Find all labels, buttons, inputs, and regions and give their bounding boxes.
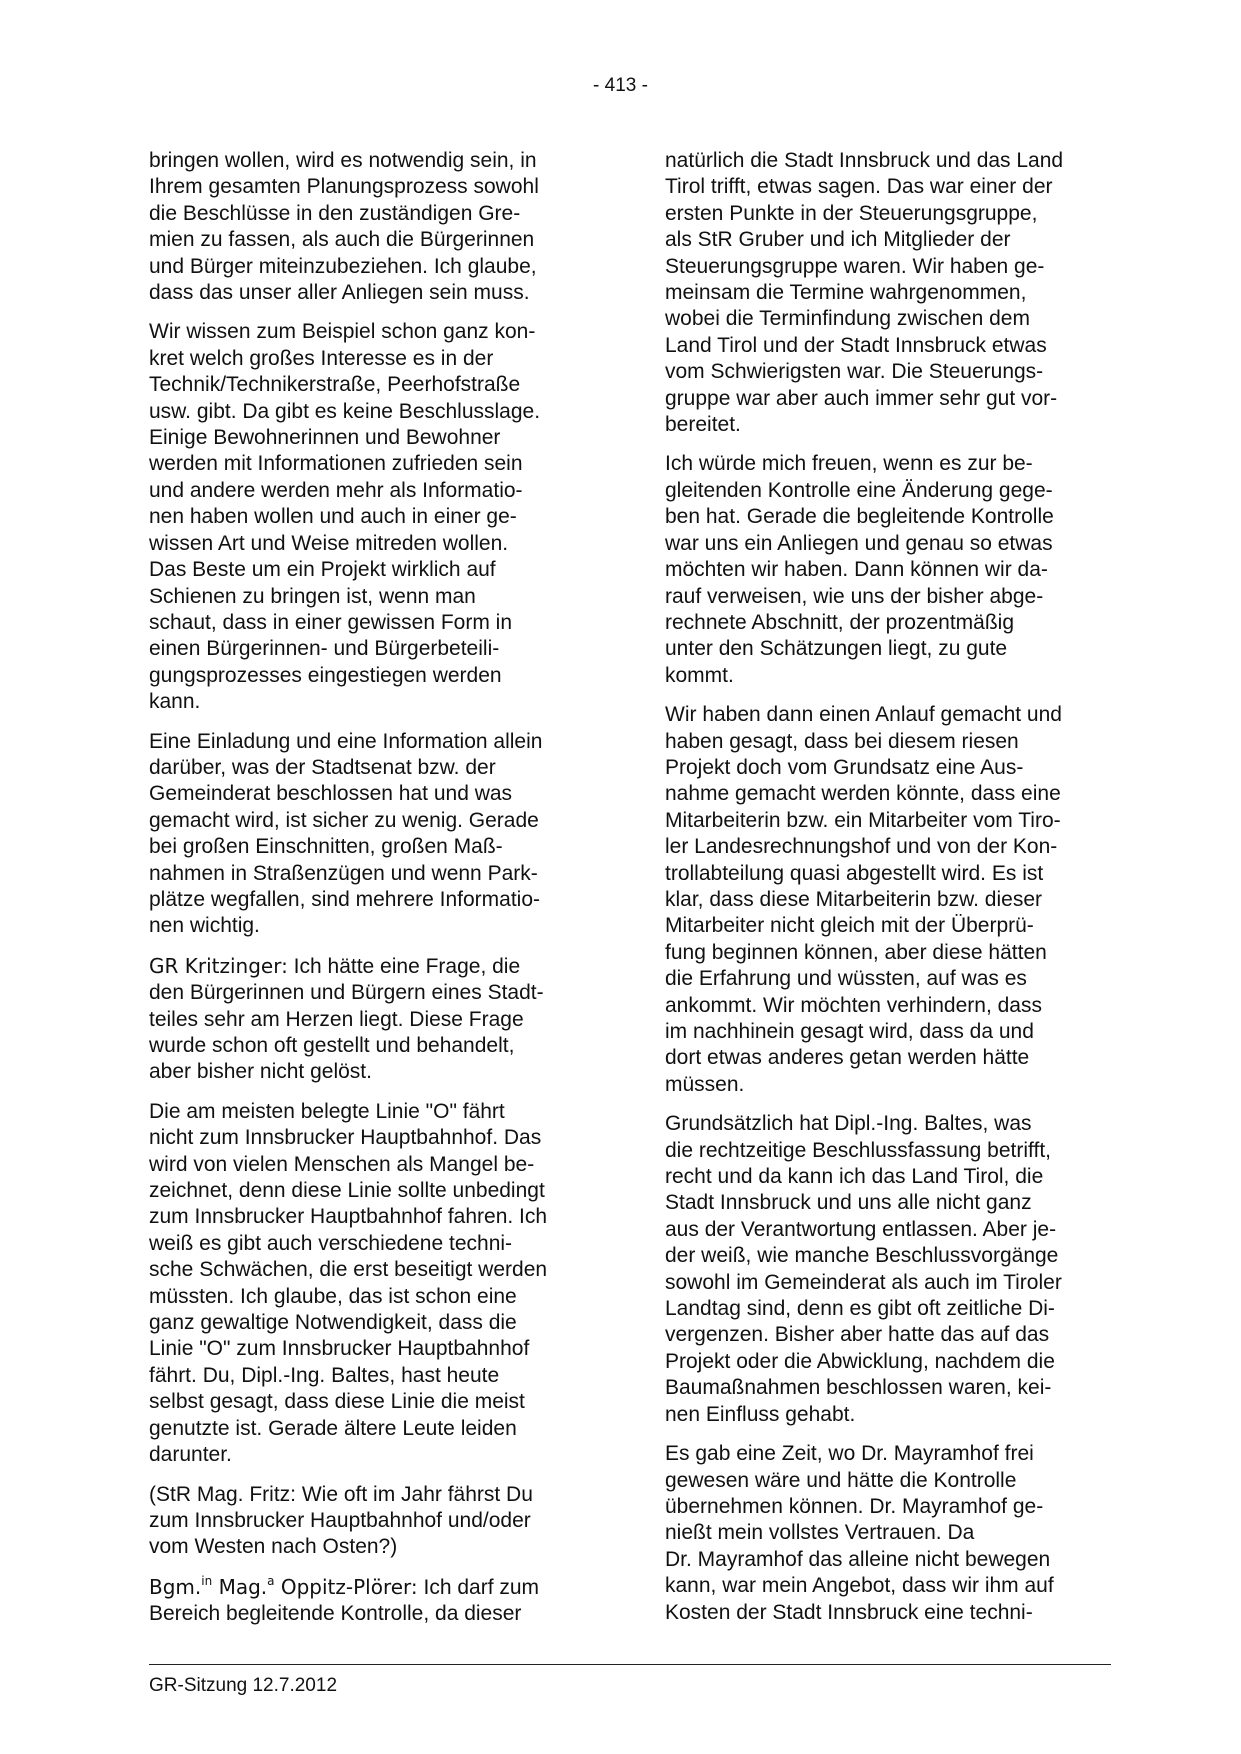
text-line: mien zu fassen, als auch die Bürgerinnen (149, 228, 535, 252)
text-line: Baumaßnahmen beschlossen waren, kei- (665, 1376, 1052, 1400)
text-line: fung beginnen können, aber diese hätten (665, 940, 1047, 964)
text-line: nen wichtig. (149, 914, 260, 938)
text-line: genutzte ist. Gerade ältere Leute leiden (149, 1416, 517, 1440)
text-line: Ich würde mich freuen, wenn es zur be- (665, 452, 1033, 476)
text-line: vergenzen. Bisher aber hatte das auf das (665, 1323, 1050, 1347)
footer-divider (149, 1664, 1111, 1665)
paragraph (149, 148, 599, 306)
text-line: bei großen Einschnitten, großen Maß- (149, 835, 503, 859)
text-line: als StR Gruber und ich Mitglieder der (665, 228, 1011, 252)
text-line: der weiß, wie manche Beschlussvorgänge (665, 1244, 1059, 1268)
text-line: meinsam die Termine wahrgenommen, (665, 281, 1027, 305)
text-line: Stadt Innsbruck und uns alle nicht ganz (665, 1191, 1032, 1215)
text-line: Projekt oder die Abwicklung, nachdem die (665, 1349, 1055, 1373)
text-line: Das Beste um ein Projekt wirklich auf (149, 558, 496, 582)
text-line: usw. gibt. Da gibt es keine Beschlusslage. (149, 399, 541, 423)
text-line: Es gab eine Zeit, wo Dr. Mayramhof frei (665, 1442, 1034, 1466)
text-line: den Bürgerinnen und Bürgern eines Stadt- (149, 981, 544, 1005)
speaker-name (149, 1575, 418, 1599)
speaker-surname: Oppitz-Plörer: (274, 1574, 418, 1599)
text-line: zeichnet, denn diese Linie sollte unbedingt (149, 1179, 545, 1203)
text-line: Bereich begleitende Kontrolle, da dieser (149, 1602, 522, 1626)
text-line: kommt. (665, 663, 734, 687)
text-line: wobei die Terminfindung zwischen dem (665, 307, 1030, 331)
text-line: dort etwas anderes getan werden hätte (665, 1046, 1030, 1070)
text-line: möchten wir haben. Dann können wir da- (665, 558, 1048, 582)
text-line: gemacht wird, ist sicher zu wenig. Gerade (149, 808, 539, 832)
text-line: wissen Art und Weise mitreden wollen. (149, 531, 509, 555)
text-line: sowohl im Gemeinderat als auch im Tiroler (665, 1270, 1062, 1294)
text-line: darüber, was der Stadtsenat bzw. der (149, 755, 496, 779)
right-column (665, 148, 1115, 1639)
text-line: war uns ein Anliegen und genau so etwas (665, 531, 1053, 555)
paragraph (149, 729, 599, 940)
paragraph (665, 702, 1115, 1098)
speaker-name: GR Kritzinger: (149, 953, 288, 978)
text-line: Wir haben dann einen Anlauf gemacht und (665, 703, 1062, 727)
text-line: die Beschlüsse in den zuständigen Gre- (149, 201, 521, 225)
text-line: Projekt doch vom Grundsatz eine Aus- (665, 755, 1024, 779)
text-line: nicht zum Innsbrucker Hauptbahnhof. Das (149, 1126, 542, 1150)
line-text: Ich darf zum (417, 1575, 540, 1599)
text-line: müssten. Ich glaube, das ist schon eine (149, 1284, 517, 1308)
paragraph (149, 953, 599, 1086)
text-line: Ihrem gesamten Planungsprozess sowohl (149, 175, 539, 199)
text-line: ganz gewaltige Notwendigkeit, dass die (149, 1311, 517, 1335)
text-line: Einige Bewohnerinnen und Bewohner (149, 426, 501, 450)
text-line: teiles sehr am Herzen liegt. Diese Frage (149, 1007, 524, 1031)
text-line: selbst gesagt, dass diese Linie die meist (149, 1390, 525, 1414)
text-line: werden mit Informationen zufrieden sein (149, 452, 523, 476)
paragraph (149, 319, 599, 715)
text-line: aus der Verantwortung entlassen. Aber je- (665, 1217, 1057, 1241)
text-line: Gemeinderat beschlossen hat und was (149, 782, 513, 806)
text-line: zum Innsbrucker Hauptbahnhof fahren. Ich (149, 1205, 548, 1229)
text-line: nahmen in Straßenzügen und wenn Park- (149, 861, 538, 885)
text-line: schaut, dass in einer gewissen Form in (149, 610, 512, 634)
text-line: weiß es gibt auch verschiedene techni- (149, 1231, 513, 1255)
text-line: einen Bürgerinnen- und Bürgerbeteili- (149, 637, 500, 661)
text-line (149, 953, 599, 980)
text-line: Land Tirol und der Stadt Innsbruck etwas (665, 333, 1047, 357)
text-line: nen Einfluss gehabt. (665, 1402, 856, 1426)
text-line: gungsprozesses eingestiegen werden (149, 663, 502, 687)
speaker-title: Mag. (212, 1574, 268, 1599)
paragraph (149, 1482, 599, 1561)
paragraph (665, 451, 1115, 689)
paragraph (665, 148, 1115, 438)
text-line: ankommt. Wir möchten verhindern, dass (665, 993, 1042, 1017)
text-line: kann. (149, 690, 201, 714)
text-line: vom Schwierigsten war. Die Steuerungs- (665, 360, 1044, 384)
text-line: dass das unser aller Anliegen sein muss. (149, 281, 530, 305)
text-line: im nachhinein gesagt wird, dass da und (665, 1020, 1034, 1043)
text-line: Eine Einladung und eine Information allein (149, 729, 543, 753)
paragraph (665, 1111, 1115, 1428)
text-line: Linie "O" zum Innsbrucker Hauptbahnhof (149, 1337, 530, 1361)
paragraph (149, 1099, 599, 1469)
text-line: bereitet. (665, 413, 741, 437)
text-line: kann, war mein Angebot, dass wir ihm auf (665, 1574, 1054, 1598)
text-line: aber bisher nicht gelöst. (149, 1060, 372, 1084)
speaker-title: Bgm. (149, 1574, 202, 1599)
text-line: die rechtzeitige Beschlussfassung betrifft, (665, 1138, 1051, 1162)
text-line: und Bürger miteinzubeziehen. Ich glaube, (149, 254, 537, 278)
text-line: gleitenden Kontrolle eine Änderung gege- (665, 478, 1053, 502)
text-line: zum Innsbrucker Hauptbahnhof und/oder (149, 1508, 531, 1532)
text-line: Dr. Mayramhof das alleine nicht bewegen (665, 1547, 1051, 1571)
text-line: wurde schon oft gestellt und behandelt, (149, 1034, 515, 1057)
text-line: und andere werden mehr als Informatio- (149, 478, 523, 502)
text-line: kret welch großes Interesse es in der (149, 346, 494, 370)
text-line: bringen wollen, wird es notwendig sein, in (149, 149, 537, 172)
text-line: Tirol trifft, etwas sagen. Das war einer der (665, 175, 1053, 199)
text-line: plätze wegfallen, sind mehrere Informatio- (149, 887, 541, 911)
text-line: Schienen zu bringen ist, wenn man (149, 584, 476, 608)
text-line: gruppe war aber auch immer sehr gut vor- (665, 386, 1058, 410)
text-line: unter den Schätzungen liegt, zu gute (665, 637, 1008, 661)
text-line: darunter. (149, 1443, 232, 1467)
text-line: die Erfahrung und wüssten, auf was es (665, 967, 1027, 991)
text-line: übernehmen können. Dr. Mayramhof ge- (665, 1494, 1044, 1518)
paragraph (149, 1574, 599, 1628)
text-line: recht und da kann ich das Land Tirol, die (665, 1165, 1044, 1189)
line-text: Ich hätte eine Frage, die (287, 954, 521, 978)
text-line: Mitarbeiterin bzw. ein Mitarbeiter vom Tiro- (665, 808, 1061, 832)
text-line: klar, dass diese Mitarbeiterin bzw. dieser (665, 887, 1043, 911)
text-line (149, 1574, 599, 1601)
text-line: Die am meisten belegte Linie "O" fährt (149, 1099, 505, 1123)
text-line: natürlich die Stadt Innsbruck und das Land (665, 149, 1064, 172)
text-line: haben gesagt, dass bei diesem riesen (665, 729, 1019, 753)
text-line: ler Landesrechnungshof und von der Kon- (665, 835, 1058, 859)
text-line: Landtag sind, denn es gibt oft zeitliche Di- (665, 1297, 1055, 1321)
text-line: fährt. Du, Dipl.-Ing. Baltes, hast heute (149, 1363, 500, 1387)
text-line: nahme gemacht werden könnte, dass eine (665, 782, 1061, 806)
text-line: müssen. (665, 1072, 745, 1096)
text-line: Kosten der Stadt Innsbruck eine techni- (665, 1600, 1033, 1624)
superscript: in (201, 1573, 213, 1588)
text-line: Technik/Technikerstraße, Peerhofstraße (149, 373, 521, 397)
text-line: Grundsätzlich hat Dipl.-Ing. Baltes, was (665, 1112, 1032, 1136)
text-line: rauf verweisen, wie uns der bisher abge- (665, 584, 1044, 608)
text-line: nießt mein vollstes Vertrauen. Da (665, 1521, 975, 1545)
text-line: vom Westen nach Osten?) (149, 1535, 398, 1559)
text-line: sche Schwächen, die erst beseitigt werden (149, 1258, 548, 1282)
text-line: trollabteilung quasi abgestellt wird. Es ist (665, 861, 1044, 885)
text-line: (StR Mag. Fritz: Wie oft im Jahr fährst Du (149, 1482, 533, 1506)
text-line: gewesen wäre und hätte die Kontrolle (665, 1468, 1017, 1492)
paragraph (665, 1441, 1115, 1626)
left-column (149, 148, 599, 1641)
text-line: wird von vielen Menschen als Mangel be- (149, 1152, 535, 1176)
text-line: Wir wissen zum Beispiel schon ganz kon- (149, 320, 536, 344)
page-number: - 413 - (593, 75, 648, 96)
text-line: Mitarbeiter nicht gleich mit der Überprü- (665, 914, 1034, 938)
text-line: ersten Punkte in der Steuerungsgruppe, (665, 201, 1038, 225)
text-line: nen haben wollen und auch in einer ge- (149, 505, 517, 529)
footer-session-label: GR-Sitzung 12.7.2012 (149, 1675, 338, 1696)
text-line: Steuerungsgruppe waren. Wir haben ge- (665, 254, 1045, 278)
text-line: rechnete Abschnitt, der prozentmäßig (665, 610, 1015, 634)
superscript: a (267, 1573, 275, 1588)
text-line: ben hat. Gerade die begleitende Kontrolle (665, 505, 1054, 529)
